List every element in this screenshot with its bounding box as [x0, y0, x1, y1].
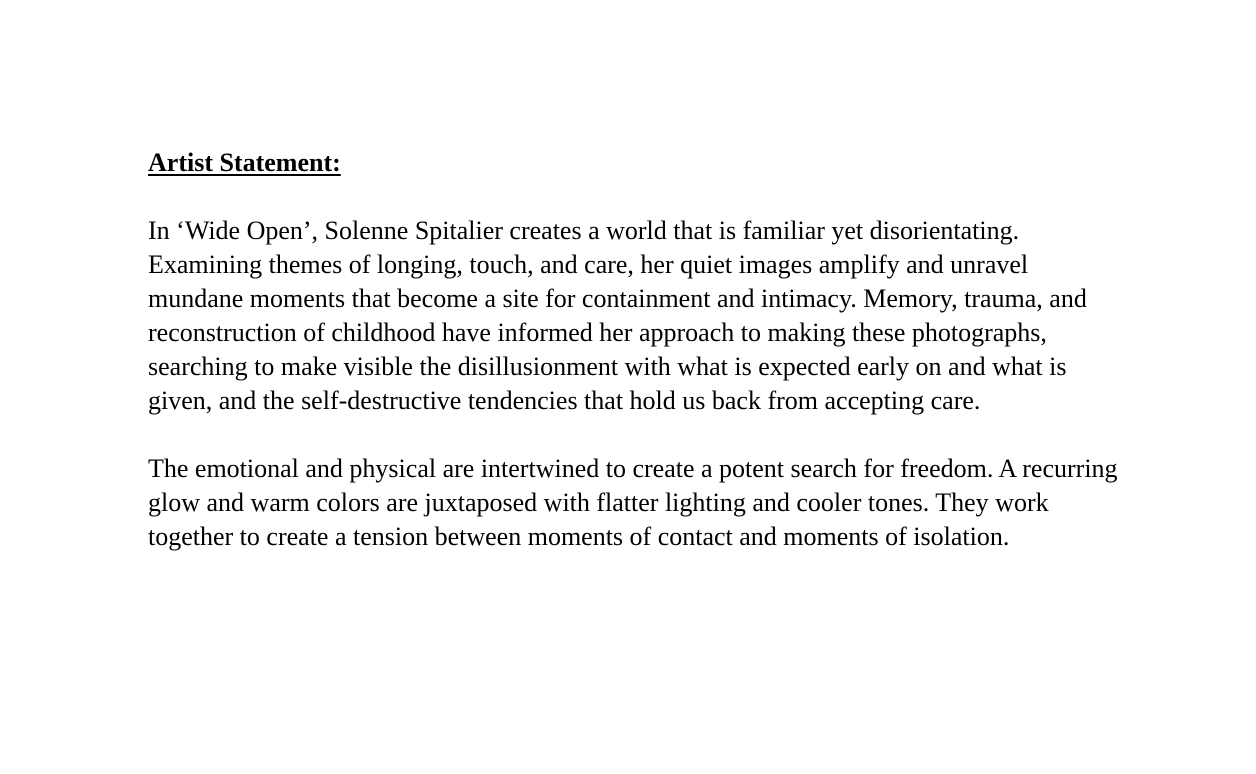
paragraph-line: reconstruction of childhood have informed her approach to making these photographs, [148, 318, 1047, 347]
paragraph-2 [148, 452, 1128, 554]
document-heading: Artist Statement: [148, 148, 341, 177]
paragraph-line: searching to make visible the disillusionment with what is expected early on and what is [148, 352, 1067, 381]
paragraph-1 [148, 214, 1128, 418]
paragraph-line: glow and warm colors are juxtaposed with flatter lighting and cooler tones. They work [148, 488, 1049, 517]
paragraph-line: mundane moments that become a site for containment and intimacy. Memory, trauma, and [148, 284, 1087, 313]
paragraph-line: Examining themes of longing, touch, and care, her quiet images amplify and unravel [148, 250, 1029, 279]
paragraph-line: In ‘Wide Open’, Solenne Spitalier creates a world that is familiar yet disorientating. [148, 216, 1020, 245]
document-body [148, 146, 1128, 588]
paragraph-line: together to create a tension between moments of contact and moments of isolation. [148, 522, 1010, 551]
paragraph-line: The emotional and physical are intertwined to create a potent search for freedom. A recurring [148, 454, 1118, 483]
paragraph-line: given, and the self-destructive tendencies that hold us back from accepting care. [148, 386, 981, 415]
